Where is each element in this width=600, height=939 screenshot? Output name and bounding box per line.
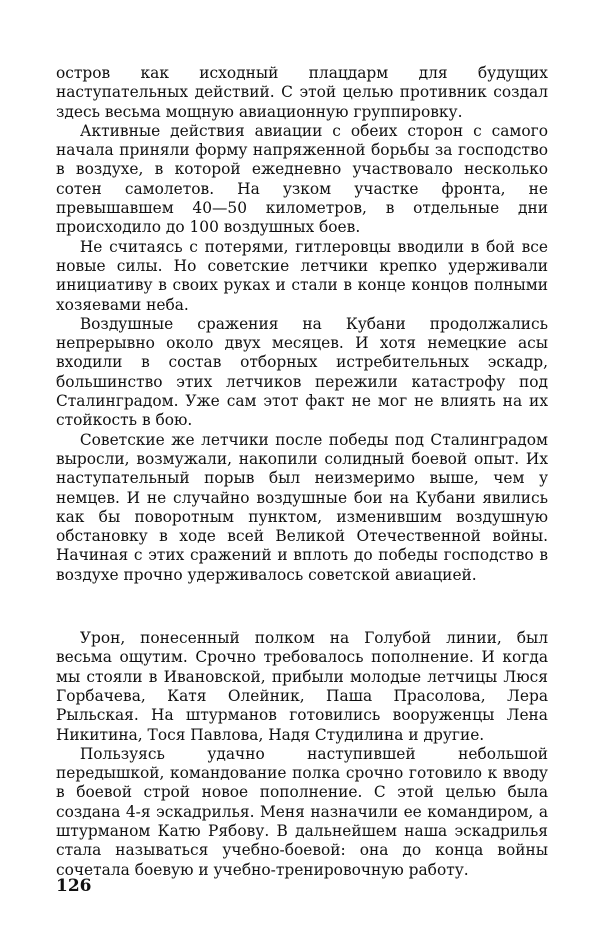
paragraph-kuban-battles: Воздушные сражения на Кубани продолжались непрерывно около двух месяцев. И хотя немецкие асы входили в состав отборных истребительных эскадр, большинство этих летчиков пережили катастрофу под Сталинградом. Уже сам этот факт не мог не влиять на их стойкость в бою. — [56, 314, 548, 430]
page-number: 126 — [56, 876, 92, 896]
page-body — [56, 64, 548, 880]
paragraph-fourth-squadron: Пользуясь удачно наступившей небольшой передышкой, командование полка срочно готовило к вводу в боевой строй новое пополнение. С этой целью была создана 4-я эскадрилья. Меня назначили ее командиром, а штурманом Катю Рябову. В дальнейшем наша эскадрилья стала называться учебно-боевой: она до конца войны сочетала боевую и учебно-тренировочную работу. — [56, 744, 548, 879]
paragraph-losses: Урон, понесенный полком на Голубой линии, был весьма ощутим. Срочно требовалось пополнение. И когда мы стояли в Ивановской, прибыли молодые летчицы Люся Горбачева, Катя Олейник, Паша Прасолова, Лера Рыльская. На штурманов готовились вооруженцы Лена Никитина, Тося Павлова, Надя Студилина и другие. — [56, 629, 548, 744]
paragraph-soviet-pilots: Советские же летчики после победы под Сталинградом выросли, возмужали, накопили солидный боевой опыт. Их наступательный порыв был неизмеримо выше, чем у немцев. И не случайно воздушные бои на Кубани явились как бы поворотным пунктом, изменившим воздушную обстановку в ходе всей Великой Отечественной войны. Начиная с этих сражений и вплоть до победы господство в воздухе прочно удерживалось советской авиацией. — [56, 430, 548, 584]
paragraph-air-battles: Активные действия авиации с обеих сторон с самого начала приняли форму напряженной борьбы за господство в воздухе, в которой ежедневно участвовало несколько сотен самолетов. На узком участке фронта, не превышавшем 40—50 километров, в отдельные дни происходило до 100 воздушных боев. — [56, 121, 548, 237]
paragraph-new-forces: Не считаясь с потерями, гитлеровцы вводили в бой все новые силы. Но советские летчики крепко удерживали инициативу в своих руках и стали в конце концов полными хозяевами неба. — [56, 237, 548, 314]
paragraph-continuation: остров как исходный плацдарм для будущих наступательных действий. С этой целью противник создал здесь весьма мощную авиационную группировку. — [56, 64, 548, 121]
section-break — [56, 585, 548, 629]
